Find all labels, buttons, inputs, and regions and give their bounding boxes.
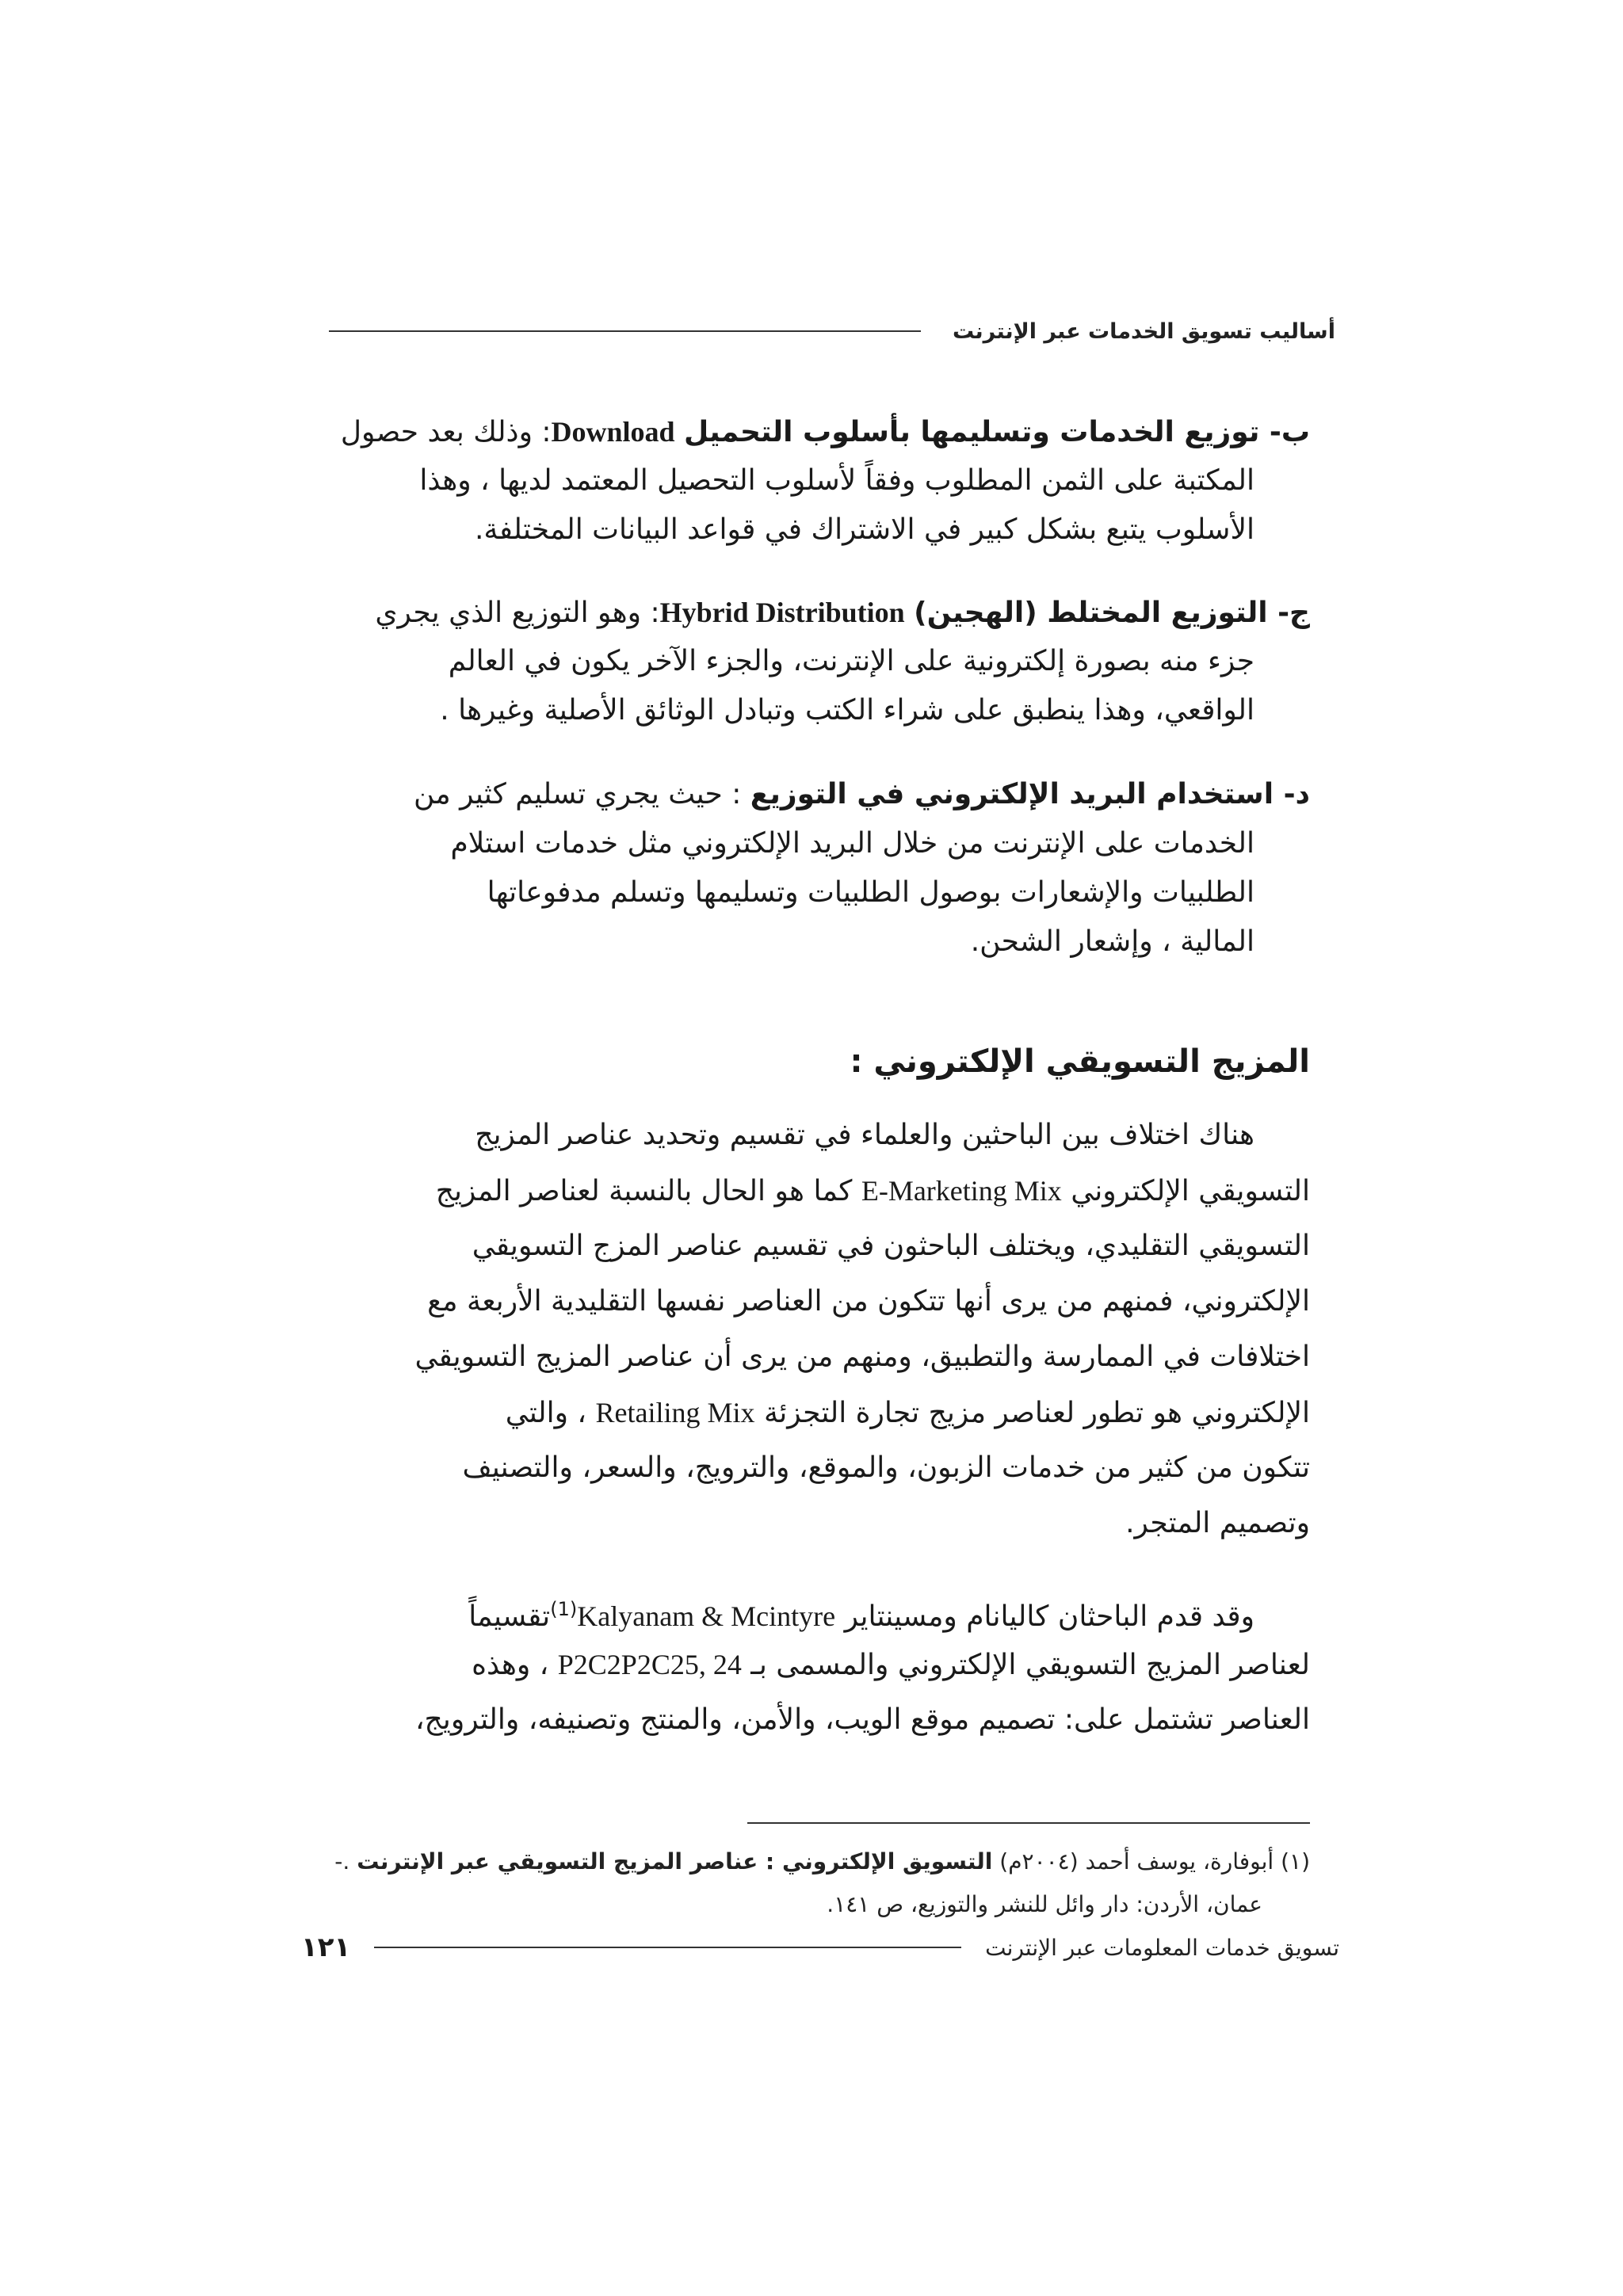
section-d-line-1 [284,767,1310,822]
section-c-line-2: جزء منه بصورة إلكترونية على الإنترنت، والجزء الآخر يكون في العالم [448,645,1254,677]
section-b-rest: : وذلك بعد حصول [340,416,552,448]
footnote-rule [747,1822,1310,1824]
section-d-line-3: الطلبيات والإشعارات بوصول الطلبيات وتسليمها وتسلم مدفوعاتها [487,876,1254,909]
para1-line-5: اختلافات في الممارسة والتطبيق، ومنهم من يرى أن عناصر المزيج التسويقي [414,1341,1310,1373]
para2-l2-b: ، وهذه [472,1649,549,1681]
para1-line-1: هناك اختلاف بين الباحثين والعلماء في تقسيم وتحديد عناصر المزيج [475,1119,1254,1151]
section-heading: المزيج التسويقي الإلكتروني : [850,1043,1310,1080]
para1-l6-b: ، والتي [505,1397,587,1429]
para2-line-3: العناصر تشتمل على: تصميم موقع الويب، والأمن، والمنتج وتصنيفه، والترويج، [414,1703,1310,1736]
para1-line-6 [284,1385,1310,1440]
section-c-line-1 [284,585,1310,640]
para2-l1-b: تقسيماً [468,1600,551,1633]
section-d-line-4: المالية ، وإشعار الشحن. [970,925,1254,958]
section-d-lead: د- استخدام البريد الإلكتروني في التوزيع [750,778,1310,810]
header-rule [329,330,921,332]
para1-l2-term: E-Marketing Mix [861,1175,1062,1207]
footer-rule [374,1947,961,1948]
para1-line-3: التسويقي التقليدي، ويختلف الباحثون في تقسيم عناصر المزج التسويقي [472,1230,1310,1262]
section-b-term: Download [551,416,675,448]
footnote-line-1 [280,1838,1310,1886]
footnote-line-2: عمان، الأردن: دار وائل للنشر والتوزيع، ص ١٤١. [827,1891,1262,1917]
footnote-punct: .- [334,1848,350,1875]
page-number: ١٢١ [301,1932,351,1963]
section-d-rest: : حيث يجري تسليم كثير من [413,778,742,810]
para1-l6-a: الإلكتروني هو تطور لعناصر مزيج تجارة التجزئة [763,1397,1310,1429]
para1-l6-term: Retailing Mix [595,1397,755,1428]
para2-l2-a: لعناصر المزيج التسويقي الإلكتروني والمسمى بـ [750,1649,1310,1681]
para1-line-8: وتصميم المتجر. [1125,1507,1310,1539]
footnote-book-title: التسويق الإلكتروني : عناصر المزيج التسويقي عبر الإنترنت [357,1848,993,1875]
para1-line-2 [284,1163,1310,1219]
para2-l2-term: P2C2P2C25, 24 [557,1649,742,1680]
para1-line-7: تتكون من كثير من خدمات الزبون، والموقع، والترويج، والسعر، والتصنيف [462,1451,1310,1484]
para1-l2-a: التسويقي الإلكتروني [1071,1175,1310,1207]
para1-l2-b: كما هو الحال بالنسبة لعناصر المزيج [435,1175,853,1207]
running-header-title: أساليب تسويق الخدمات عبر الإنترنت [952,318,1335,344]
section-b-line-2: المكتبة على الثمن المطلوب وفقاً لأسلوب التحصيل المعتمد لديها ، وهذا [419,464,1254,497]
para2-line-1 [284,1581,1310,1637]
section-c-rest: : وهو التوزيع الذي يجري [375,597,660,629]
para1-line-4: الإلكتروني، فمنهم من يرى أنها تتكون من العناصر نفسها التقليدية الأربعة مع [427,1285,1310,1318]
section-c-line-3: الواقعي، وهذا ينطبق على شراء الكتب وتبادل الوثائق الأصلية وغيرها . [440,694,1254,727]
para2-l1-a: وقد قدم الباحثان كاليانام ومسينتاير [844,1600,1254,1633]
section-b-line-1 [284,404,1310,460]
footnote-ref: (1) [550,1598,578,1620]
running-footer [301,1924,1339,1971]
section-c-term: Hybrid Distribution [659,597,905,628]
section-c-lead: ج- التوزيع المختلط (الهجين) [914,597,1310,629]
para2-line-2 [284,1637,1310,1692]
running-footer-title: تسويق خدمات المعلومات عبر الإنترنت [985,1934,1339,1961]
para2-l1-term: Kalyanam & Mcintyre [577,1600,836,1632]
section-b-line-3: الأسلوب يتبع بشكل كبير في الاشتراك في قواعد البيانات المختلفة. [474,513,1254,546]
footnote-author: (١) أبوفارة، يوسف أحمد (٢٠٠٤م) [999,1848,1310,1875]
running-header [313,307,1335,355]
section-d-line-2: الخدمات على الإنترنت من خلال البريد الإلكتروني مثل خدمات استلام [450,827,1254,860]
section-b-lead: ب- توزيع الخدمات وتسليمها بأسلوب التحميل [684,416,1310,448]
